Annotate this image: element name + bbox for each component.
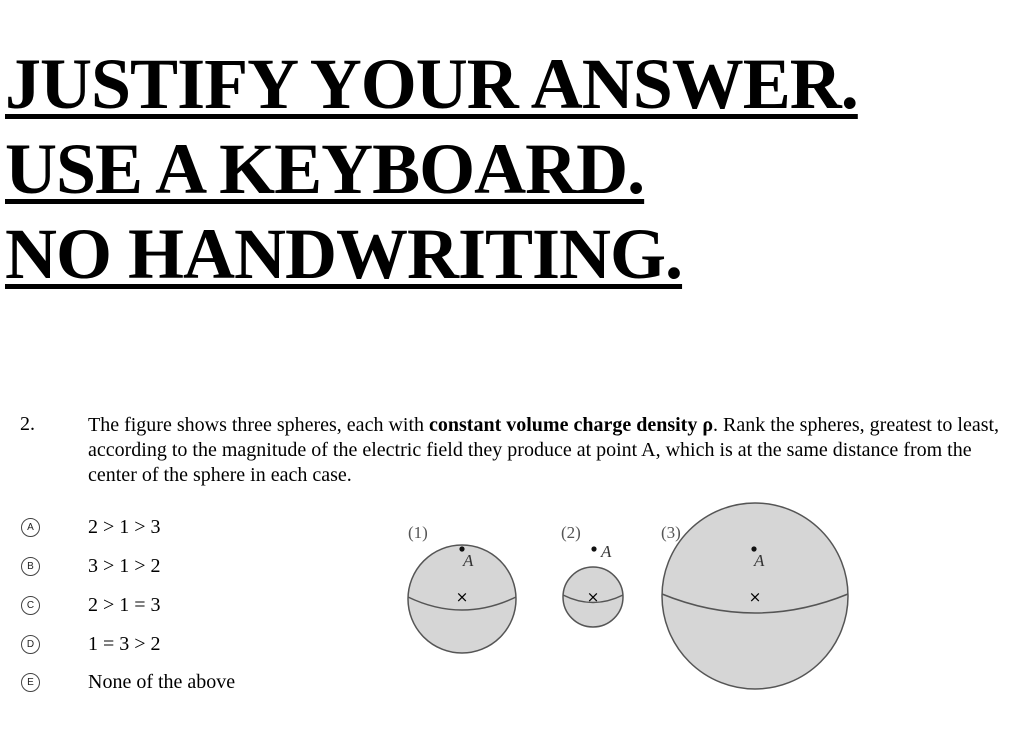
sphere-1-label: (1)	[408, 523, 428, 542]
sphere-2-point-label: A	[601, 542, 612, 561]
choice-c-text: 2 > 1 = 3	[88, 594, 161, 616]
sphere-2-center-mark: ×	[586, 588, 600, 606]
sphere-1	[408, 523, 516, 653]
sphere-2-label: (2)	[561, 523, 581, 542]
choice-b-text: 3 > 1 > 2	[88, 555, 161, 577]
question-number: 2.	[20, 413, 35, 435]
question-text-part-2: . Rank the spheres, greatest to least, according to the magnitude of the electric field they produce at point A, which is at the same distance from the center of the sphere in each case.	[88, 414, 1000, 486]
sphere-3-label: (3)	[661, 523, 681, 542]
question-text	[88, 413, 1018, 488]
sphere-2	[561, 523, 623, 627]
choice-a-bubble[interactable]: A	[21, 518, 40, 537]
sphere-3-point-label: A	[754, 551, 765, 570]
choice-e-text: None of the above	[88, 671, 236, 693]
choice-d-bubble[interactable]: D	[21, 635, 40, 654]
sphere-2-point-a	[591, 546, 596, 551]
sphere-3	[661, 503, 848, 689]
choice-a-text: 2 > 1 > 3	[88, 516, 161, 538]
choice-b-bubble[interactable]: B	[21, 557, 40, 576]
choice-e-bubble[interactable]: E	[21, 673, 40, 692]
banner-line-1: JUSTIFY YOUR ANSWER.	[5, 44, 858, 124]
question-text-part-1: The figure shows three spheres, each with	[88, 414, 429, 436]
choice-d-text: 1 = 3 > 2	[88, 633, 161, 655]
choice-c-bubble[interactable]: C	[21, 596, 40, 615]
banner-line-2: USE A KEYBOARD.	[5, 129, 645, 209]
banner-line-3: NO HANDWRITING.	[5, 214, 683, 294]
spheres-figure	[400, 500, 860, 696]
question-text-bold: constant volume charge density ρ	[429, 414, 714, 436]
sphere-1-center-mark: ×	[455, 588, 469, 606]
sphere-1-point-label: A	[463, 551, 474, 570]
sphere-3-center-mark: ×	[748, 588, 762, 606]
